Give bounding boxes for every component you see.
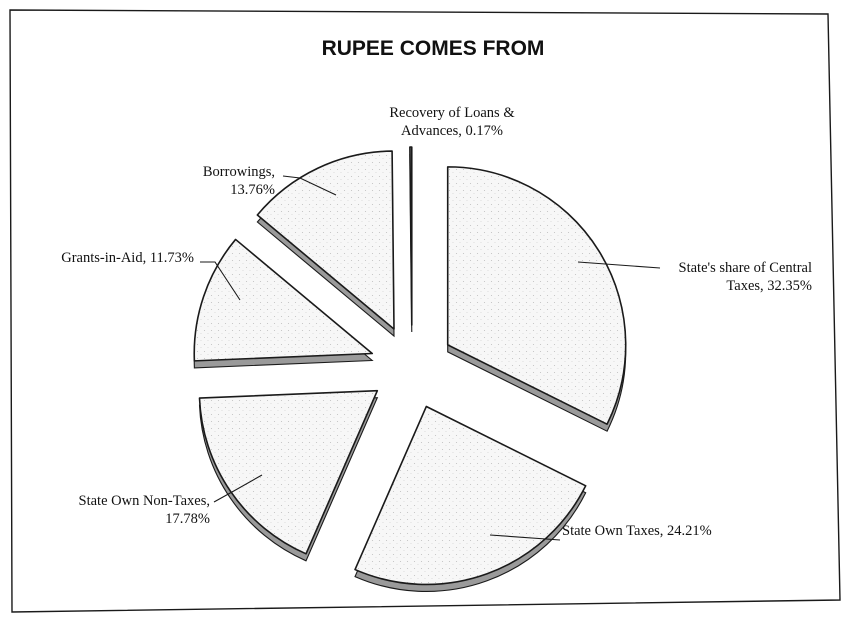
slice-label-line: Taxes, 32.35% [726,278,812,294]
slice-label-grants-in-aid [61,250,194,266]
slice-label-line: Borrowings, [202,164,275,180]
slice-label-line: Advances, 0.17% [401,123,503,139]
slice-label-line: State's share of Central [678,260,812,276]
slice-label-line: Grants-in-Aid, 11.73% [61,250,194,266]
slice-label-line: 17.78% [165,511,210,527]
slice-label-line: State Own Non-Taxes, [78,493,210,509]
slice-label-state-own-taxes [562,523,712,539]
slice-label-line: 13.76% [230,182,275,198]
slice-label-line: Recovery of Loans & [389,105,515,121]
slice-label-line: State Own Taxes, 24.21% [562,523,712,539]
chart-title: RUPEE COMES FROM [321,37,545,60]
